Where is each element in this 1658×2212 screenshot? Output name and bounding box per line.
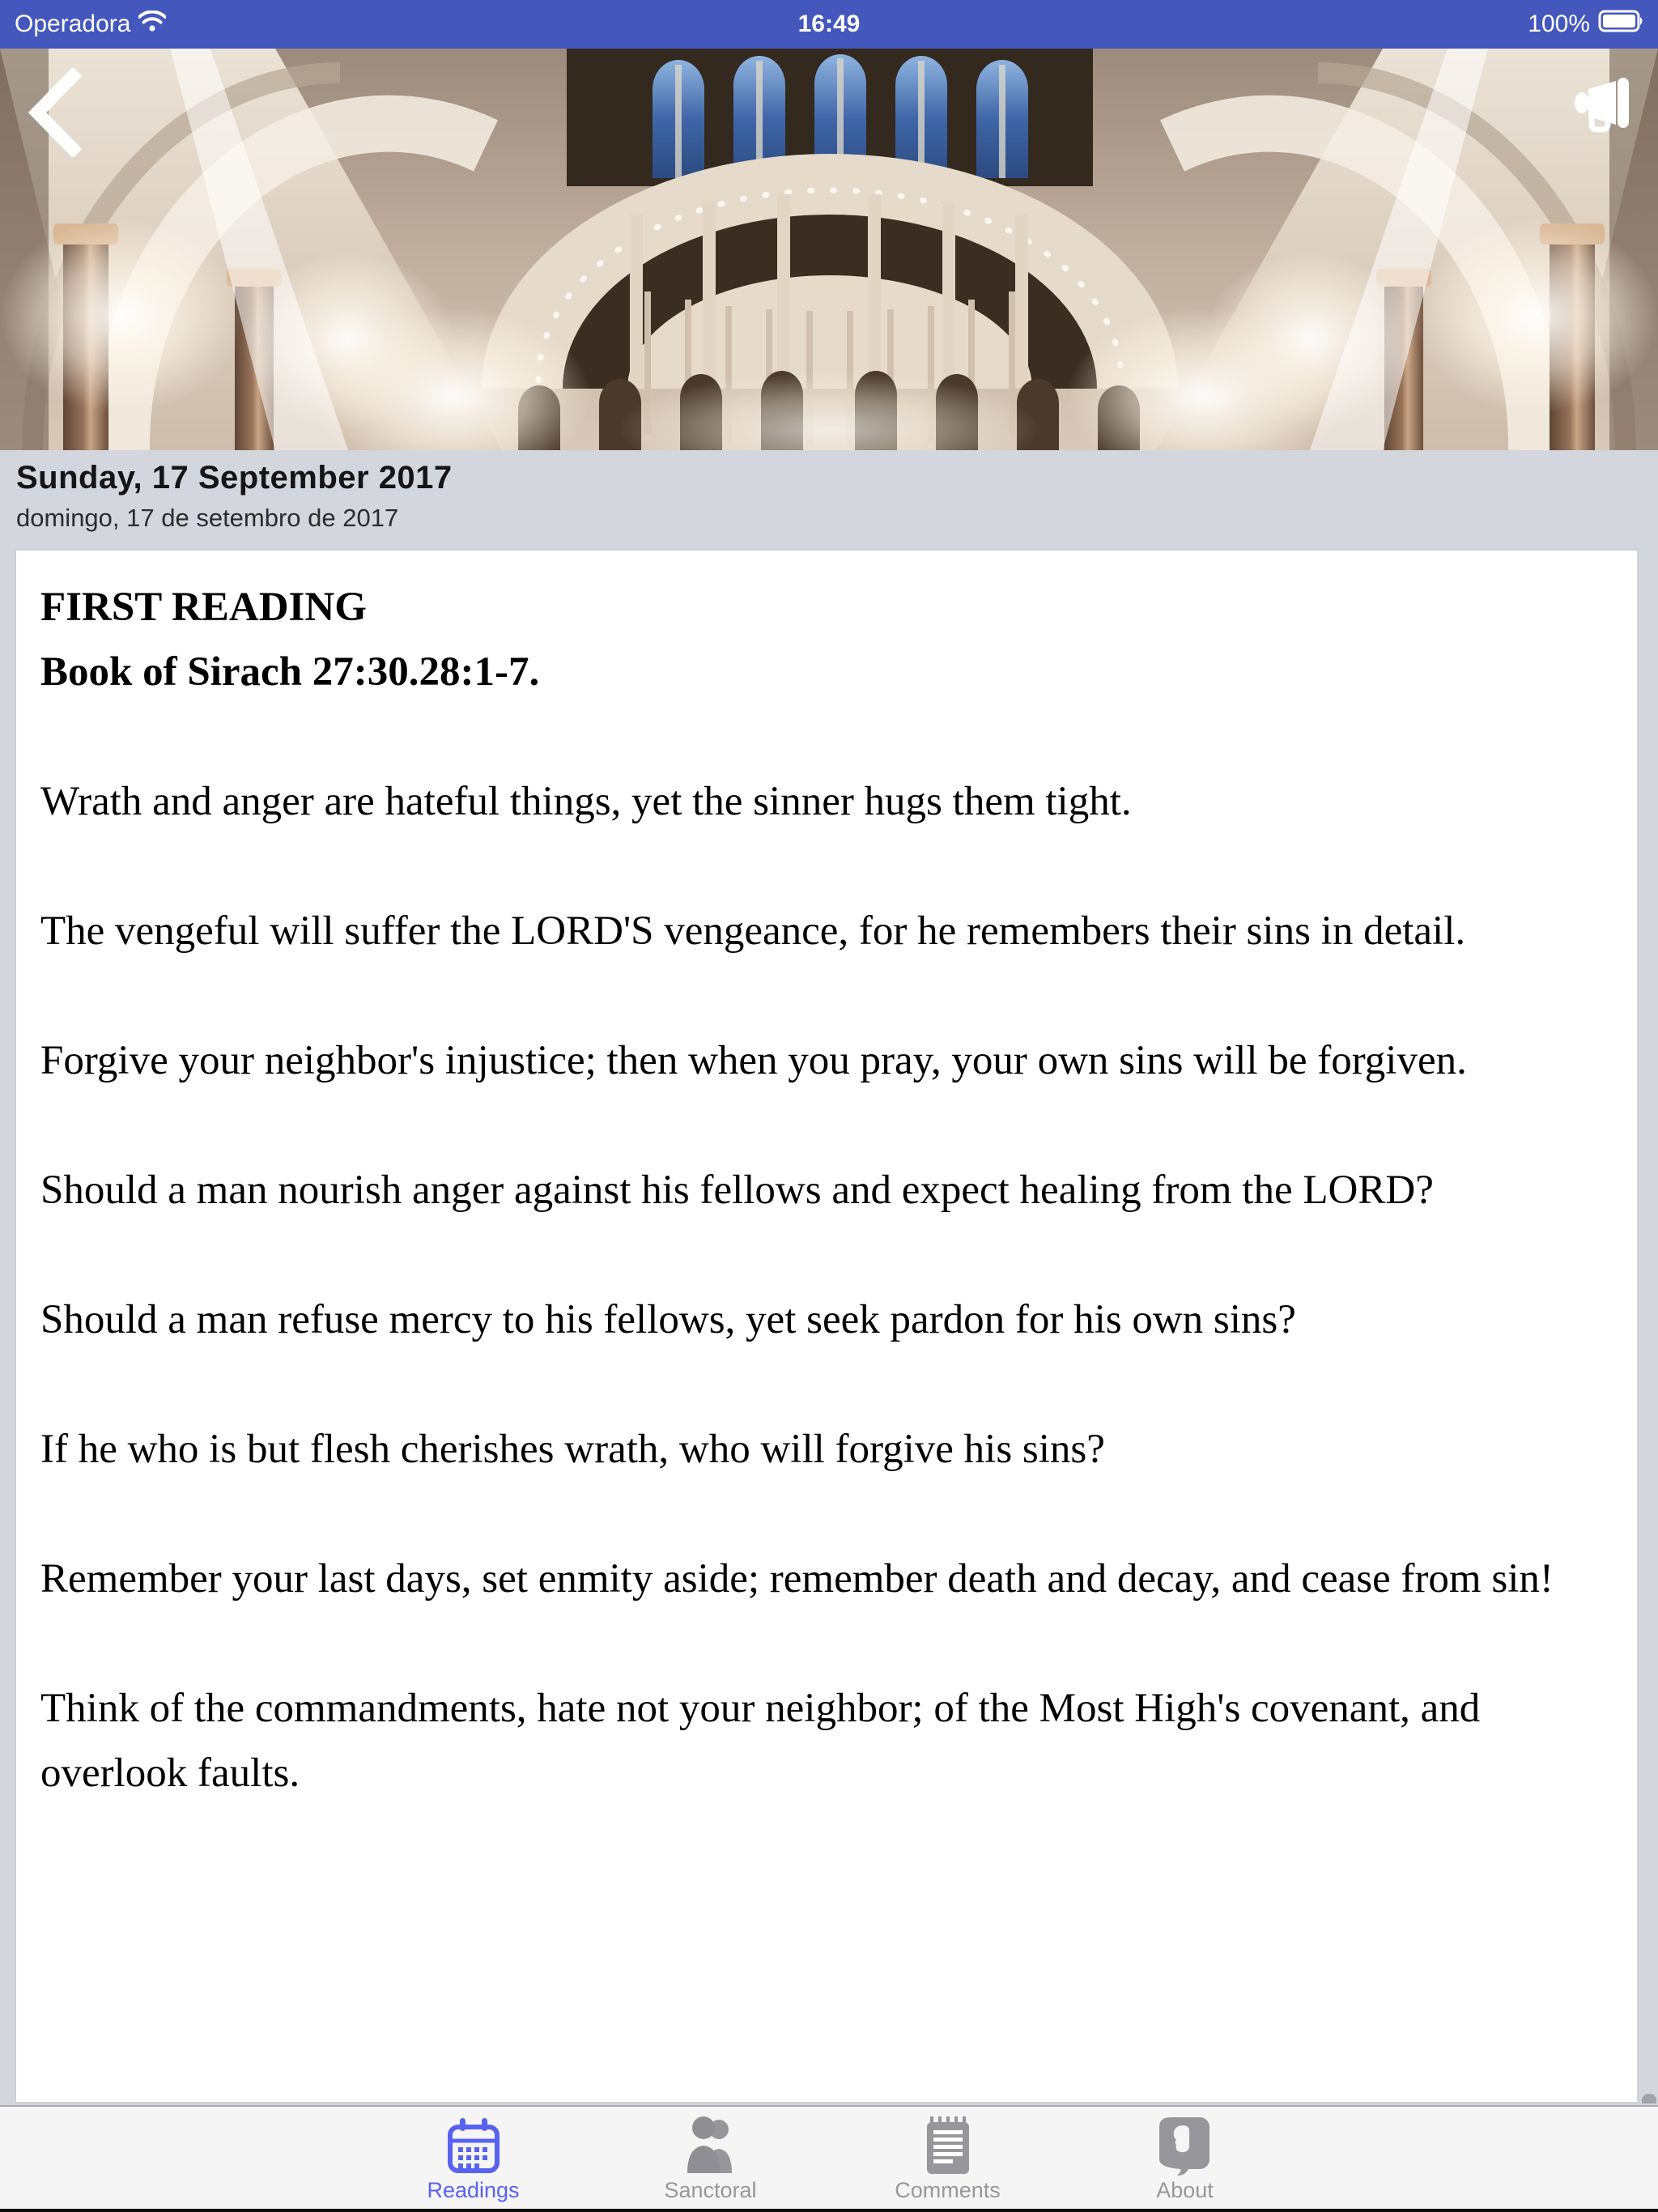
date-band	[0, 450, 1658, 549]
reading-paragraph: Should a man refuse mercy to his fellows, yet seek pardon for his own sins?	[40, 1297, 1296, 1342]
reading-reference: Book of Sirach 27:30.28:1-7.	[40, 649, 540, 695]
battery-percent-label: 100%	[1528, 11, 1590, 37]
battery-icon	[1598, 10, 1645, 39]
date-english: Sunday, 17 September 2017	[16, 460, 453, 496]
tab-label: Readings	[427, 2178, 520, 2202]
tab-bar	[0, 2105, 1658, 2209]
tab-label: About	[1156, 2178, 1214, 2202]
reading-paragraph: The vengeful will suffer the LORD'S vengeance, for he remembers their sins in detail.	[40, 908, 1466, 954]
reading-paragraph: Forgive your neighbor's injustice; then when you pray, your own sins will be forgiven.	[40, 1038, 1467, 1083]
screen-bottom-edge	[0, 2209, 1658, 2212]
tab-label: Comments	[895, 2178, 1001, 2202]
audio-announcement-button[interactable]	[1571, 73, 1632, 138]
wifi-icon	[138, 11, 166, 38]
megaphone-icon	[1571, 73, 1632, 138]
tab-comments[interactable]	[829, 2107, 1066, 2209]
reading-paragraph: If he who is but flesh cherishes wrath, who will forgive his sins?	[40, 1427, 1105, 1472]
reading-text	[16, 551, 1611, 1806]
carrier-label: Operadora	[15, 11, 131, 37]
reading-content-card[interactable]	[15, 549, 1639, 2104]
tab-label: Sanctoral	[664, 2178, 757, 2202]
tab-readings[interactable]	[355, 2107, 592, 2209]
church-interior-photo	[0, 49, 1658, 450]
scroll-indicator[interactable]	[1642, 2094, 1656, 2104]
tab-sanctoral[interactable]	[592, 2107, 829, 2209]
reading-title: FIRST READING	[40, 585, 367, 630]
church-photo-header	[0, 49, 1658, 450]
profile-icon	[1159, 2115, 1211, 2176]
people-icon	[681, 2115, 741, 2176]
status-bar	[0, 0, 1658, 49]
calendar-icon	[446, 2115, 501, 2176]
status-time: 16:49	[797, 11, 861, 37]
back-button[interactable]	[23, 68, 87, 157]
reading-paragraph: Think of the commandments, hate not your neighbor; of the Most High's covenant, and overlook faults.	[40, 1686, 1481, 1796]
notepad-icon	[925, 2115, 971, 2176]
date-portuguese: domingo, 17 de setembro de 2017	[16, 504, 399, 532]
tab-about[interactable]	[1066, 2107, 1303, 2209]
reading-paragraph: Should a man nourish anger against his fellows and expect healing from the LORD?	[40, 1168, 1434, 1213]
reading-paragraph: Remember your last days, set enmity aside; remember death and decay, and cease from sin!	[40, 1556, 1554, 1602]
reading-paragraph: Wrath and anger are hateful things, yet the sinner hugs them tight.	[40, 779, 1132, 824]
